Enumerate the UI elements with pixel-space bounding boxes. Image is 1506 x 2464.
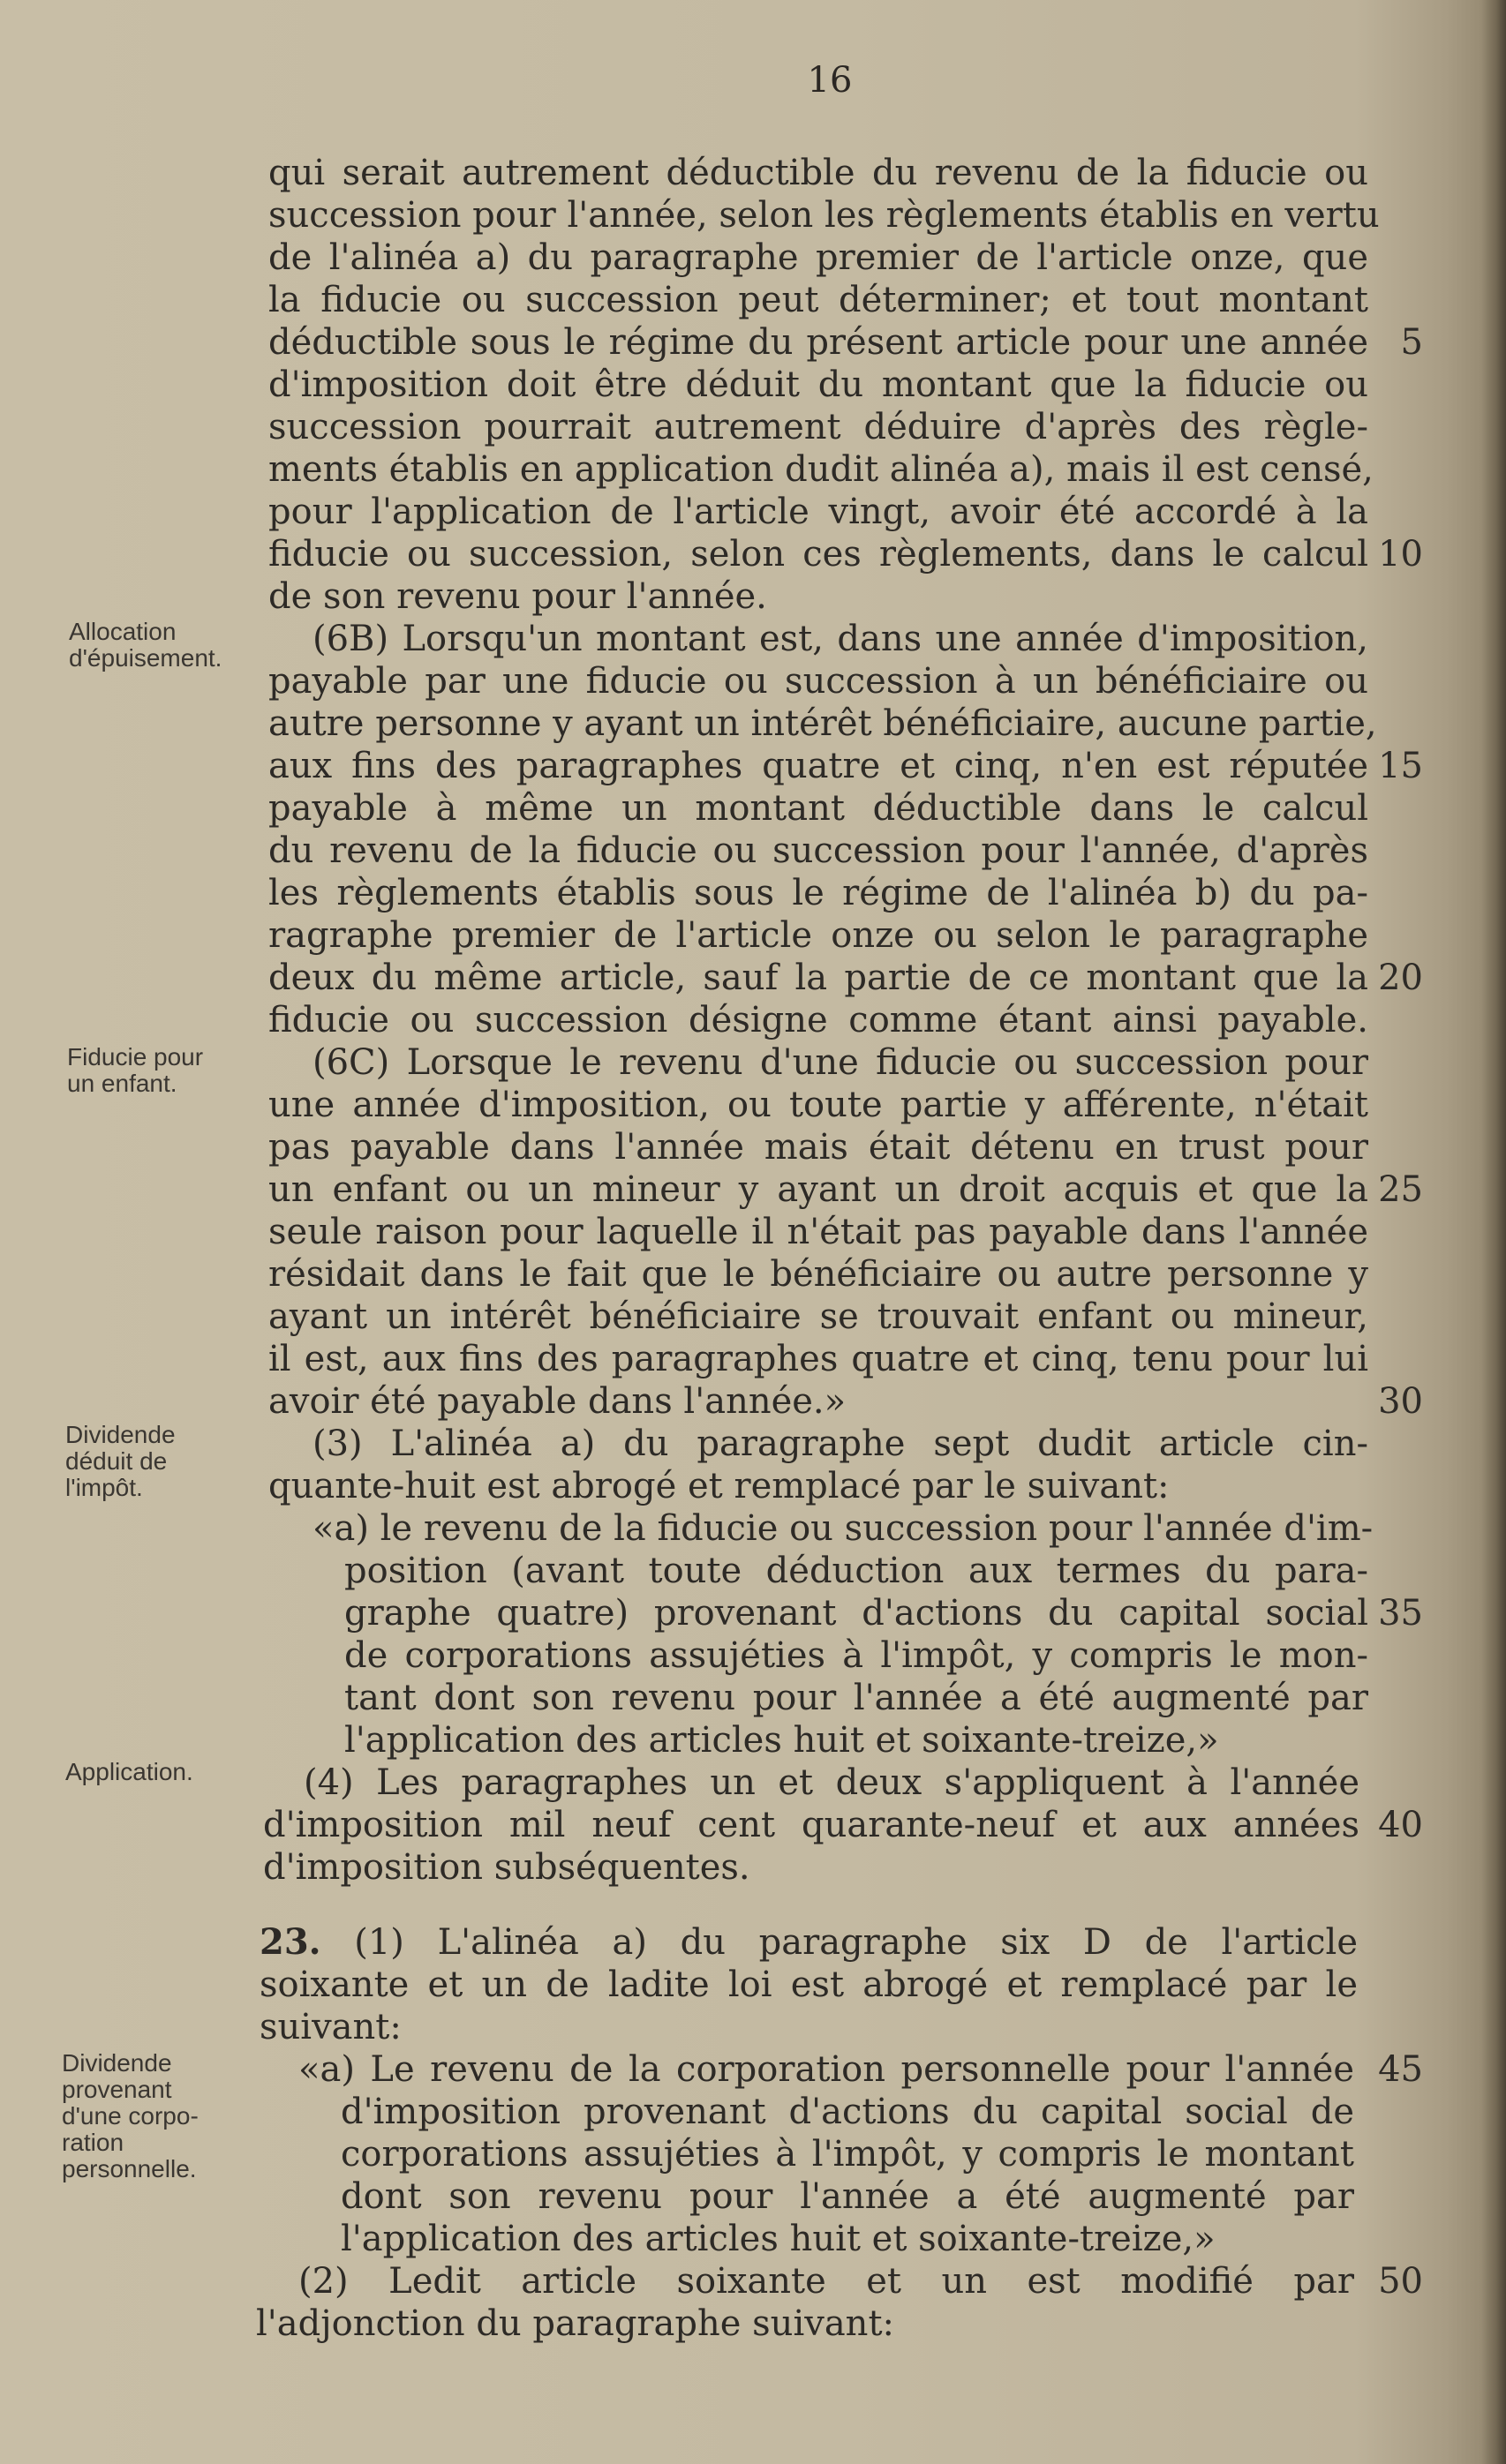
section-23-line: «a) Le revenu de la corporation personnelle pour l'année	[298, 2049, 1354, 2090]
body-line: l'application des articles huit et soixante-treize,»	[344, 1720, 1219, 1761]
body-line: un enfant ou un mineur y ayant un droit acquis et que la	[268, 1169, 1368, 1210]
body-line: ragraphe premier de l'article onze ou selon le paragraphe	[268, 915, 1368, 956]
section-23-line: d'imposition provenant d'actions du capital social de	[341, 2092, 1354, 2132]
body-line: la fiducie ou succession peut déterminer; et tout montant	[268, 280, 1368, 320]
section-23-line: soixante et un de ladite loi est abrogé et remplacé par le	[260, 1964, 1358, 2005]
body-line: (4) Les paragraphes un et deux s'appliquent à l'année	[304, 1762, 1359, 1803]
body-line: position (avant toute déduction aux termes du para-	[344, 1551, 1368, 1591]
section-23-line: corporations assujéties à l'impôt, y compris le montant	[341, 2134, 1354, 2175]
body-line: ments établis en application dudit alinéa a), mais il est censé,	[268, 449, 1374, 490]
section-23-line: (2) Ledit article soixante et un est modifié par	[298, 2261, 1354, 2302]
section-23-line: l'application des articles huit et soixante-treize,»	[341, 2219, 1216, 2259]
line-number: 25	[1378, 1169, 1423, 1210]
line-number: 15	[1378, 746, 1423, 786]
line-number: 45	[1378, 2049, 1423, 2090]
section-23-line: suivant:	[260, 2007, 402, 2047]
body-line: fiducie ou succession, selon ces règlements, dans le calcul	[268, 534, 1368, 575]
page-number: 16	[807, 60, 853, 101]
section-23-line: l'adjonction du paragraphe suivant:	[256, 2303, 894, 2344]
line-number: 40	[1378, 1805, 1423, 1845]
body-line: d'imposition doit être déduit du montant que la fiducie ou	[268, 364, 1368, 405]
body-line: «a) le revenu de la fiducie ou succession pour l'année d'im-	[312, 1508, 1374, 1549]
body-line: de corporations assujéties à l'impôt, y compris le mon-	[344, 1635, 1368, 1676]
margin-note-dividende-deduit: Dividende déduit de l'impôt.	[65, 1421, 176, 1501]
line-number: 5	[1400, 322, 1423, 363]
body-line: succession pour l'année, selon les règlements établis en vertu	[268, 195, 1380, 236]
body-line: (6C) Lorsque le revenu d'une fiducie ou succession pour	[312, 1042, 1368, 1083]
body-line: aux fins des paragraphes quatre et cinq, n'en est réputée	[268, 746, 1368, 786]
body-line: de son revenu pour l'année.	[268, 576, 767, 617]
body-line: tant dont son revenu pour l'année a été augmenté par	[344, 1678, 1368, 1718]
body-line: (6B) Lorsqu'un montant est, dans une année d'imposition,	[312, 619, 1368, 659]
body-line: pour l'application de l'article vingt, avoir été accordé à la	[268, 492, 1368, 532]
body-line: autre personne y ayant un intérêt bénéficiaire, aucune partie,	[268, 703, 1377, 744]
body-line: déductible sous le régime du présent article pour une année	[268, 322, 1368, 363]
body-line: les règlements établis sous le régime de l'alinéa b) du pa-	[268, 873, 1368, 913]
body-line: graphe quatre) provenant d'actions du capital social	[344, 1593, 1368, 1634]
margin-note-fiducie-enfant: Fiducie pour un enfant.	[67, 1043, 204, 1097]
margin-note-dividende-corporation: Dividende provenant d'une corpo- ration personnelle.	[62, 2049, 199, 2182]
body-line: d'imposition mil neuf cent quarante-neuf et aux années	[263, 1805, 1359, 1845]
body-line: fiducie ou succession désigne comme étant ainsi payable.	[268, 1000, 1368, 1040]
body-line: qui serait autrement déductible du revenu de la fiducie ou	[268, 153, 1368, 193]
body-line: deux du même article, sauf la partie de ce montant que la	[268, 958, 1368, 998]
section-23-heading	[260, 1921, 1358, 1964]
body-line: de l'alinéa a) du paragraphe premier de l'article onze, que	[268, 237, 1368, 278]
line-number: 50	[1378, 2261, 1423, 2302]
body-line: avoir été payable dans l'année.»	[268, 1381, 847, 1422]
page-edge-shadow	[1481, 0, 1506, 2464]
section-23-line: dont son revenu pour l'année a été augmenté par	[341, 2176, 1354, 2217]
body-line: quante-huit est abrogé et remplacé par le suivant:	[268, 1466, 1170, 1506]
body-line: d'imposition subséquentes.	[263, 1847, 750, 1888]
line-number: 10	[1378, 534, 1423, 575]
body-line: ayant un intérêt bénéficiaire se trouvait enfant ou mineur,	[268, 1296, 1368, 1337]
line-number: 20	[1378, 958, 1423, 998]
body-line: payable à même un montant déductible dans le calcul	[268, 788, 1368, 829]
body-line: résidait dans le fait que le bénéficiaire ou autre personne y	[268, 1254, 1368, 1295]
line-number: 35	[1378, 1593, 1423, 1634]
body-line: une année d'imposition, ou toute partie y afférente, n'était	[268, 1085, 1368, 1125]
body-line: seule raison pour laquelle il n'était pas payable dans l'année	[268, 1212, 1368, 1252]
section-number: 23.	[260, 1921, 321, 1963]
margin-note-application: Application.	[65, 1758, 193, 1785]
margin-note-allocation: Allocation d'épuisement.	[69, 618, 222, 672]
body-line: succession pourrait autrement déduire d'après des règle-	[268, 407, 1368, 447]
body-line: du revenu de la fiducie ou succession pour l'année, d'après	[268, 830, 1368, 871]
body-line: payable par une fiducie ou succession à un bénéficiaire ou	[268, 661, 1368, 702]
body-line: il est, aux fins des paragraphes quatre et cinq, tenu pour lui	[268, 1339, 1368, 1379]
body-line: (3) L'alinéa a) du paragraphe sept dudit article cin-	[312, 1424, 1368, 1464]
line-number: 30	[1378, 1381, 1423, 1422]
section-23-line: (1) L'alinéa a) du paragraphe six D de l'article	[354, 1922, 1358, 1963]
body-line: pas payable dans l'année mais était détenu en trust pour	[268, 1127, 1368, 1168]
